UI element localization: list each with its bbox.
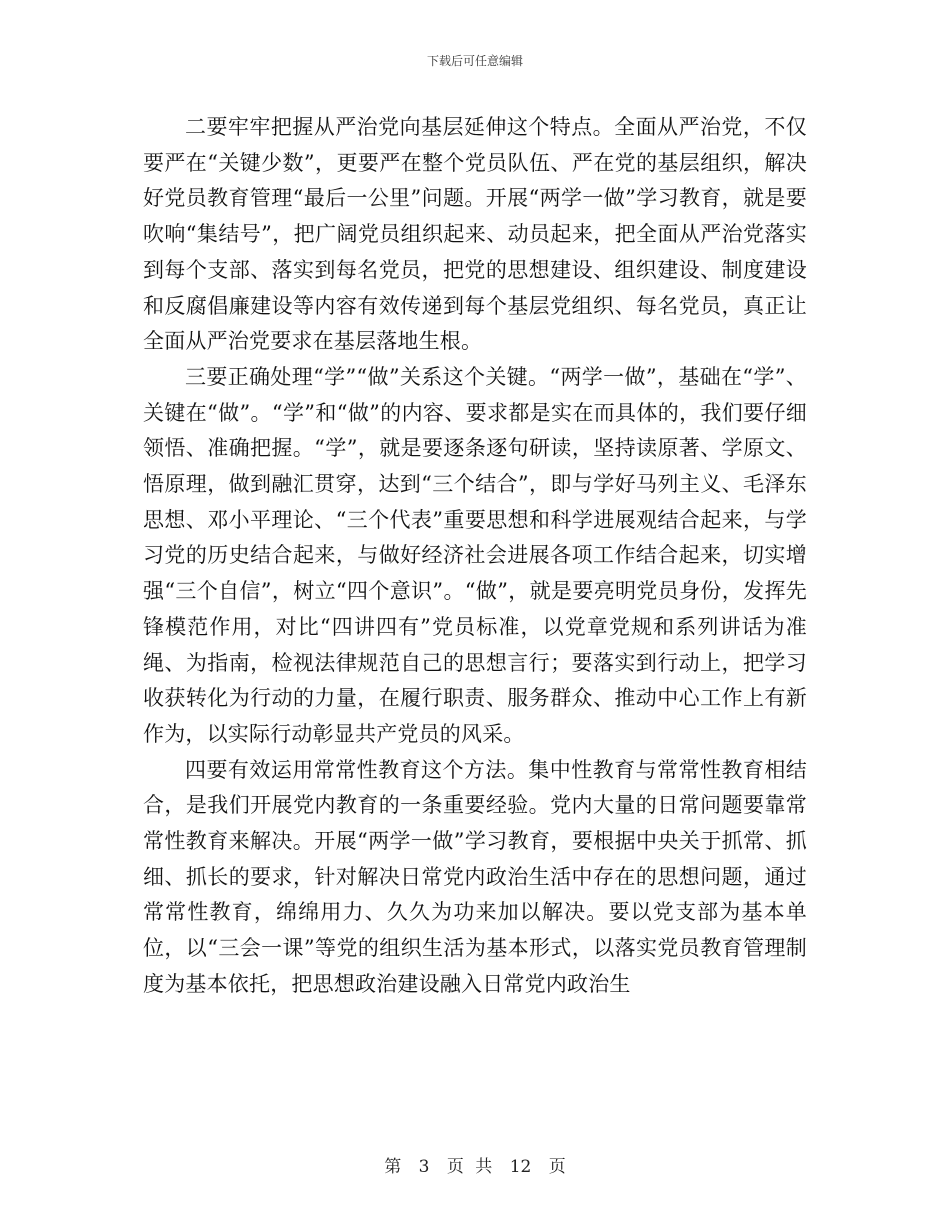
footer-total-pages: 12 (509, 1157, 532, 1177)
footer-current-page: 3 (418, 1157, 430, 1177)
paragraph-4: 四要有效运用常常性教育这个方法。集中性教育与常常性教育相结合，是我们开展党内教育的一条重要经验。党内大量的日常问题要靠常常性教育来解决。开展“两学一做”学习教育，要根据中央关于抓常、抓细、抓长的要求，针对解决日常党内政治生活中存在的思想问题，通过常常性教育，绵绵用力、久久为功来加以解决。要以党支部为基本单位，以“三会一课”等党的组织生活为基本形式，以落实党员教育管理制度为基本依托，把思想政治建设融入日常党内政治生 (143, 757, 807, 996)
page-footer (0, 1152, 950, 1177)
footer-suffix: 页 (548, 1157, 566, 1177)
footer-prefix: 第 (384, 1157, 402, 1177)
paragraph-2: 二要牢牢把握从严治党向基层延伸这个特点。全面从严治党，不仅要严在“关键少数”，更要严在整个党员队伍、严在党的基层组织，解决好党员教育管理“最后一公里”问题。开展“两学一做”学习教育，就是要吹响“集结号”，把广阔党员组织起来、动员起来，把全面从严治党落实到每个支部、落实到每名党员，把党的思想建设、组织建设、制度建设和反腐倡廉建设等内容有效传递到每个基层党组织、每名党员，真正让全面从严治党要求在基层落地生根。 (143, 115, 807, 354)
page-header-note: 下载后可任意编辑 (426, 54, 523, 68)
document-body (143, 110, 807, 1003)
footer-middle: 页 共 (446, 1157, 493, 1177)
paragraph-3: 三要正确处理“学”“做”关系这个关键。“两学一做”，基础在“学”、关键在“做”。“学”和“做”的内容、要求都是实在而具体的，我们要仔细领悟、准确把握。“学”，就是要逐条逐句研读，坚持读原著、学原文、悟原理，做到融汇贯穿，达到“三个结合”，即与学好马列主义、毛泽东思想、邓小平理论、“三个代表”重要思想和科学进展观结合起来，与学习党的历史结合起来，与做好经济社会进展各项工作结合起来，切实增强“三个自信”，树立“四个意识”。“做”，就是要亮明党员身份，发挥先锋模范作用，对比“四讲四有”党员标准，以党章党规和系列讲话为准绳、为指南，检视法律规范自己的思想言行；要落实到行动上，把学习收获转化为行动的力量，在履行职责、服务群众、推动中心工作上有新作为，以实际行动彰显共产党员的风采。 (143, 364, 807, 746)
